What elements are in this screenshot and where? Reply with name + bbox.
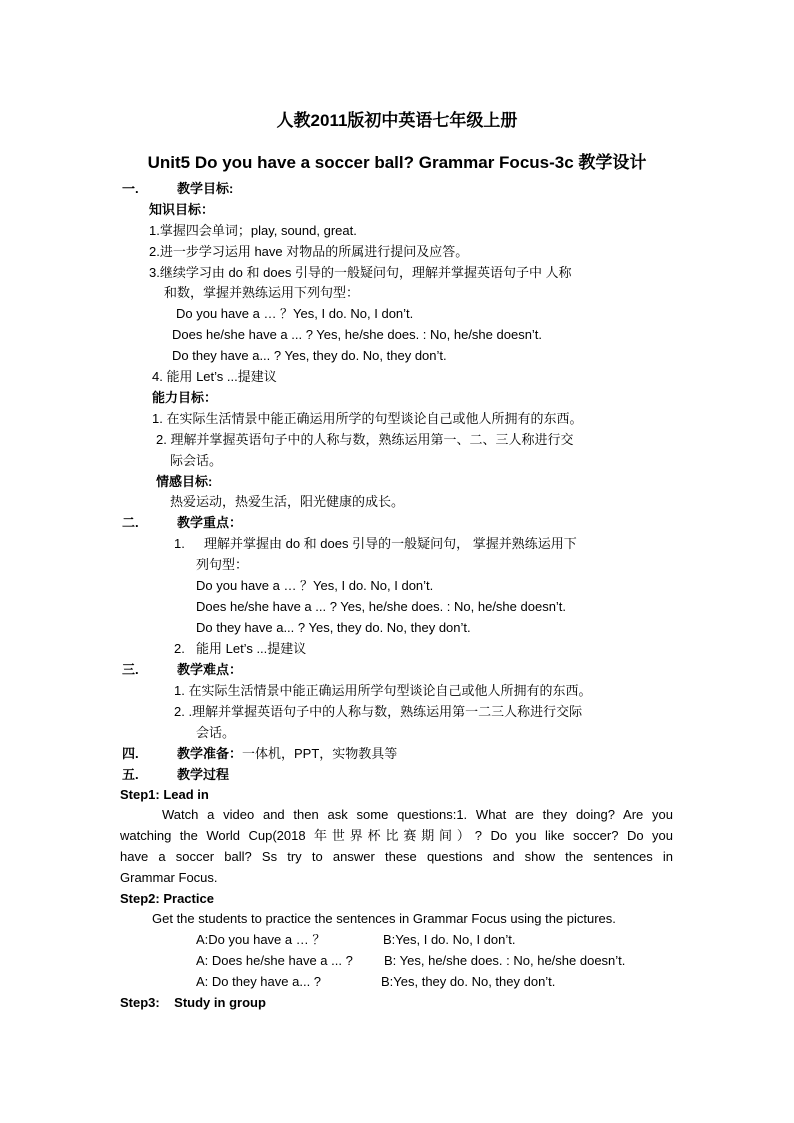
knowledge-item-2: 2.进一步学习运用 have 对物品的所属进行提问及应答。 (149, 244, 469, 259)
pattern-line: Do you have a … ？Yes, I do. No, I don’t. (176, 306, 414, 321)
difficulty-item-2: 2. .理解并掌握英语句子中的人称与数，熟练运用第一二三人称进行交际 (174, 704, 583, 719)
ability-item-2: 2. 理解并掌握英语句子中的人称与数，熟练运用第一、二、三人称进行交 (156, 432, 574, 447)
ability-heading: 能力目标： (152, 390, 218, 405)
step3-heading: Step3: Study in group (120, 995, 266, 1010)
knowledge-heading: 知识目标： (149, 202, 215, 217)
key-point-1-cont: 列句型： (196, 557, 249, 572)
section3-heading: 教学难点： (177, 662, 243, 677)
section4-number: 四. (122, 746, 139, 761)
section1-number: 一. (122, 181, 139, 196)
dialogue-answer: B:Yes, they do. No, they don’t. (381, 974, 556, 989)
step1-heading: Step1: Lead in (120, 787, 209, 802)
section2-heading: 教学重点： (177, 515, 243, 530)
section4-heading: 教学准备： (177, 746, 243, 761)
dialogue-question: A: Does he/she have a ... ? (196, 953, 353, 968)
difficulty-item-1: 1. 在实际生活情景中能正确运用所学句型谈论自己或他人所拥有的东西。 (174, 683, 592, 698)
step1-paragraph-line: have a soccer ball? Ss try to answer these questions and show the sentences in (120, 849, 673, 864)
knowledge-item-4: 4. 能用 Let’s ...提建议 (152, 369, 277, 384)
key-point-2: 能用 Let’s ...提建议 (196, 641, 307, 656)
section4-text: 一体机，PPT，实物教具等 (242, 746, 398, 761)
pattern-line: Do they have a... ? Yes, they do. No, they don’t. (196, 620, 471, 635)
emotion-heading: 情感目标: (156, 474, 213, 489)
key-point-1: 理解并掌握由 do 和 does 引导的一般疑问句， 掌握并熟练运用下 (204, 536, 577, 551)
section5-number: 五. (122, 767, 139, 782)
pattern-line: Does he/she have a ... ? Yes, he/she does. : No, he/she doesn’t. (196, 599, 567, 614)
section3-number: 三. (122, 662, 139, 677)
document-subtitle: Unit5 Do you have a soccer ball? Grammar Focus-3c 教学设计 (147, 153, 647, 172)
dialogue-answer: B:Yes, I do. No, I don’t. (383, 932, 516, 947)
step1-paragraph-line: Watch a video and then ask some questions:1. What are they doing? Are you (162, 807, 673, 822)
emotion-item: 热爱运动，热爱生活，阳光健康的成长。 (170, 494, 405, 509)
section1-heading: 教学目标: (177, 181, 234, 196)
difficulty-item-2-cont: 会话。 (196, 725, 236, 740)
step2-heading: Step2: Practice (120, 891, 214, 906)
ability-item-2-cont: 际会话。 (170, 453, 223, 468)
knowledge-item-3: 3.继续学习由 do 和 does 引导的一般疑问句，理解并掌握英语句子中 人称 (149, 265, 572, 280)
knowledge-item-1: 1.掌握四会单词；play, sound, great. (149, 223, 357, 238)
section5-heading: 教学过程 (177, 767, 230, 782)
pattern-line: Does he/she have a ... ? Yes, he/she does. : No, he/she doesn’t. (172, 327, 543, 342)
knowledge-item-3-cont: 和数，掌握并熟练运用下列句型： (164, 285, 360, 300)
pattern-line: Do you have a … ？Yes, I do. No, I don’t. (196, 578, 434, 593)
pattern-line: Do they have a... ? Yes, they do. No, they don’t. (172, 348, 447, 363)
section4-line (177, 745, 397, 763)
section2-number: 二. (122, 515, 139, 530)
ability-item-1: 1. 在实际生活情景中能正确运用所学的句型谈论自己或他人所拥有的东西。 (152, 411, 583, 426)
step1-paragraph-line: watching the World Cup(2018 年世界杯比赛期间）? Do you like soccer? Do you (120, 828, 673, 843)
step1-paragraph-line: Grammar Focus. (120, 870, 218, 885)
dialogue-answer: B: Yes, he/she does. : No, he/she doesn’t. (384, 953, 626, 968)
key-point-1-number: 1. (174, 536, 185, 551)
dialogue-question: A: Do they have a... ? (196, 974, 322, 989)
document-title: 人教2011版初中英语七年级上册 (276, 111, 518, 130)
dialogue-question: A:Do you have a … ？ (196, 932, 326, 947)
key-point-2-number: 2. (174, 641, 185, 656)
step2-intro: Get the students to practice the sentences in Grammar Focus using the pictures. (152, 911, 616, 926)
